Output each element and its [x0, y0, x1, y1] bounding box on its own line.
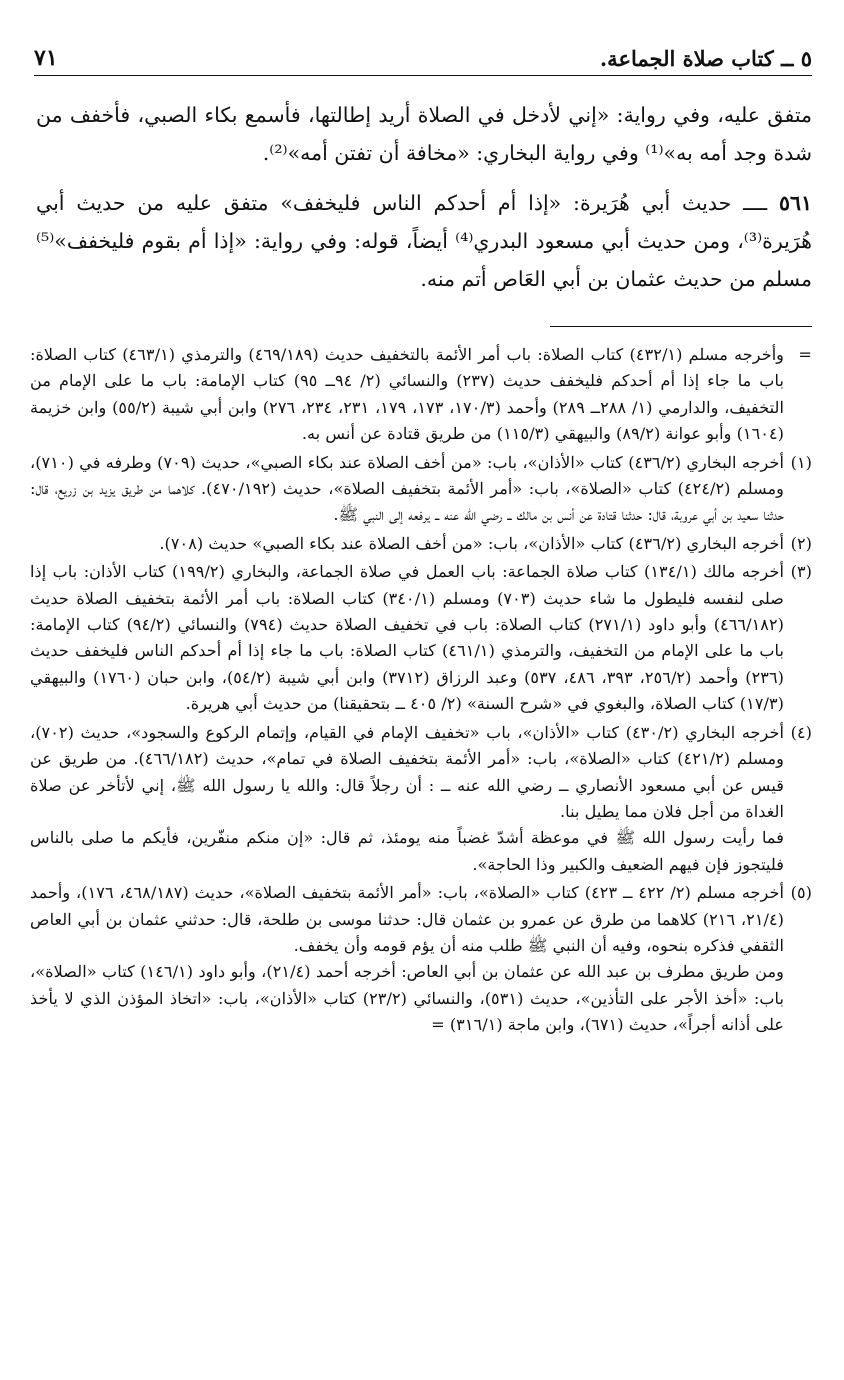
footnote-paragraph: أخرجه مسلم (٢/ ٤٢٢ ــ ٤٢٣) كتاب «الصلاة»، باب: «أمر الأئمة بتخفيف الصلاة»، حديث (٤٦٨/١٨٧، ١٧٦)، وأحمد (٢١/٤، ٢١٦) كلاهما من طرق عن عمرو بن عثمان قال: حدثنا موسى بن طلحة، قال: حدثني عثمان بن أبي العاص الثقفي فذكره بنحوه، وفيه أن النبي ﷺ طلب منه أن يؤم قومه وأن يخفف. [30, 883, 784, 955]
footnote-paragraph: أخرجه مالك (١٣٤/١) كتاب صلاة الجماعة: باب العمل في صلاة الجماعة، والبخاري (١٩٩/٢) كتاب الأذان: باب إذا صلى لنفسه فليطول ما شاء حديث (٧٠٣) ومسلم (٣٤٠/١) كتاب الصلاة: باب أمر الأئمة بتخفيف الصلاة حديث (٤٦٦/١٨٢) وأبو داود (٢٧١/١) كتاب الصلاة: باب في تخفيف الصلاة حديث (٧٩٤) والنسائي (٩٤/٢) كتاب الإمامة: باب ما على الإمام من التخفيف، والترمذي (٤٦١/١) كتاب الصلاة: باب ما جاء إذا أم أحدكم الناس فليخفف حديث (٢٣٦) وأحمد (٢٥٦/٢، ٣٩٣، ٤٨٦، ٥٣٧) وعبد الرزاق (٣٧١٢) وابن أبي شيبة (٥٤/٢)، وابن حبان (١٧٦٠) والبيهقي (١٧/٣) كتاب الصلاة، والبغوي في «شرح السنة» (٢/ ٤٠٥ ــ بتحقيقنا) من حديث أبي هريرة. [30, 562, 784, 714]
footnote-body [30, 880, 784, 1038]
hadith-number: ٥٦١ [778, 191, 812, 215]
footnote-paragraph: وأخرجه مسلم (٤٣٢/١) كتاب الصلاة: باب أمر الأئمة بالتخفيف حديث (٤٦٩/١٨٩) والترمذي (٤٦٣/١) كتاب الصلاة: باب ما جاء إذا أم أحدكم فليخفف حديث (٢٣٧) والنسائي (٢/ ٩٤ــ ٩٥) كتاب الإمامة: باب ما على الإمام من التخفيف، والدارمي (١/ ٢٨٨ــ ٢٨٩) وأحمد (١٧٠/٣، ١٧٣، ١٧٩، ٢٣١، ٢٣٤، ٢٧٦) وابن أبي شيبة (٥٥/٢) وابن خزيمة (١٦٠٤) وأبو عوانة (٨٩/٢) والبيهقي (١١٥/٣) من طريق قتادة عن أنس به. [30, 345, 785, 444]
footnote-marker: (١) [790, 452, 812, 472]
footnote-marker: (٤) [790, 722, 812, 742]
footnote-marker: (٣) [790, 562, 812, 582]
footnote-body [30, 559, 784, 717]
main-text [36, 96, 812, 310]
footnote-body [30, 531, 784, 557]
hadith-paragraph [36, 184, 812, 298]
footnote-paragraph: أخرجه البخاري (٤٣٠/٢) كتاب «الأذان»، باب «تخفيف الإمام في القيام، وإتمام الركوع والسجود»، حديث (٧٠٢)، ومسلم (٤٢١/٢) كتاب «الصلاة»، باب: «أمر الأئمة بتخفيف الصلاة في تمام»، حديث (٤٦٦/١٨٢). من طريق عن قيس عن أبي مسعود الأنصاري ــ رضي الله عنه ــ : أن رجلاً قال: والله يا رسول الله ﷺ، إني لأتأخر عن صلاة الغداة من أجل فلان مما يطيل بنا. [30, 722, 784, 821]
footnote-body [30, 720, 784, 878]
footnote-body [30, 450, 784, 529]
footnote-marker: (٥) [790, 883, 812, 903]
footnote [30, 720, 812, 878]
footnote-paragraph: أخرجه البخاري (٤٣٦/٢) كتاب «الأذان»، باب: «من أخف الصلاة عند بكاء الصبي» حديث (٧٠٨). [159, 533, 784, 553]
footnote [30, 531, 812, 557]
footnote [30, 559, 812, 717]
main-paragraph: متفق عليه، وفي رواية: «إني لأدخل في الصلاة أريد إطالتها، فأسمع بكاء الصبي، فأخفف من شدة وجد أمه به»⁽¹⁾ وفي رواية البخاري: «مخافة أن تفتن أمه»⁽²⁾. [36, 103, 812, 165]
footnote [30, 342, 812, 448]
footnote-divider [550, 326, 812, 327]
hadith-text: ــــ حديث أبي هُرَيرة: «إذا أم أحدكم الناس فليخفف» متفق عليه من حديث أبي هُرَيرة⁽³⁾، ومن حديث أبي مسعود البدري⁽⁴⁾ أيضاً، قوله: وفي رواية: «إذا أم بقوم فليخفف»⁽⁵⁾ مسلم من حديث عثمان بن أبي العَاص أتم منه. [36, 191, 812, 291]
page-header [34, 40, 812, 76]
footnote [30, 880, 812, 1038]
footnote-paragraph: أخرجه البخاري (٤٣٦/٢) كتاب «الأذان»، باب: «من أخف الصلاة عند بكاء الصبي»، حديث (٧٠٩) وطرفه في (٧١٠)، ومسلم (٤٢٤/٢) كتاب «الصلاة»، باب: «أمر الأئمة بتخفيف الصلاة»، حديث (٤٧٠/١٩٢). كلاهما من طريق يزيد بن زريع، قال: حدثنا سعيد بن أبي عروبة، قال: حدثنا قتادة عن أنس بن مالك ــ رضي الله عنه ــ يرفعه إلى النبي ﷺ. [30, 452, 784, 525]
footnote-paragraph: ومن طريق مطرف بن عبد الله عن عثمان بن أبي العاص: أخرجه أحمد (٢١/٤)، وأبو داود (١٤٦/١) كتاب «الصلاة»، باب: «أخذ الأجر على التأذين»، حديث (٥٣١)، والنسائي (٢٣/٢) كتاب «الأذان»، باب: «اتخاذ المؤذن الذي لا يأخذ على أذانه أجراً»، حديث (٦٧١)، وابن ماجة (٣١٦/١) = [30, 962, 784, 1035]
footnotes [30, 342, 812, 1041]
page-number: ٧١ [34, 45, 58, 71]
running-title: ٥ ــ كتاب صلاة الجماعة. [599, 46, 812, 71]
footnote-marker: = [798, 345, 812, 364]
footnote-paragraph: فما رأيت رسول الله ﷺ في موعظة أشدّ غضباً منه يومئذ، ثم قال: «إن منكم منفّرين، فأيكم ما صلى بالناس فليتجوز فإن فيهم الضعيف والكبير وذا الحاجة». [30, 828, 784, 874]
footnote-body [30, 342, 784, 448]
footnote [30, 450, 812, 529]
footnote-marker: (٢) [790, 533, 812, 553]
